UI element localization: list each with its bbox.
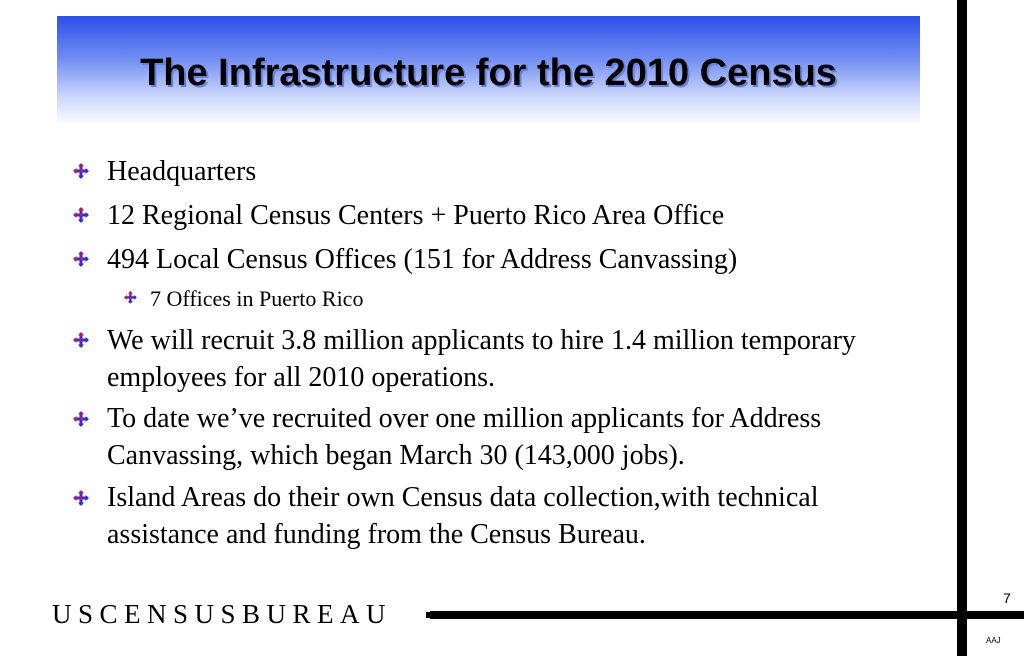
page-number: 7 (1003, 590, 1011, 606)
arrow-cross-bullet-icon (73, 163, 89, 179)
list-item: Headquarters (107, 156, 257, 187)
list-item: 494 Local Census Offices (151 for Address Canvassing) (107, 244, 738, 275)
arrow-cross-bullet-icon (73, 251, 89, 267)
list-item: 12 Regional Census Centers + Puerto Rico Area Office (107, 200, 725, 231)
list-item: 7 Offices in Puerto Rico (150, 286, 364, 311)
author-initials: AAJ (986, 636, 1001, 645)
footer-rule (430, 611, 1024, 619)
slide-title: The Infrastructure for the 2010 Census (140, 52, 837, 94)
arrow-cross-bullet-icon (73, 332, 89, 348)
list-item: To date we’ve recruited over one million applicants for Address Canvassing, which began March 30 (143,000 jobs). (107, 403, 822, 471)
census-bureau-wordmark: USCENSUSBUREAU (52, 599, 393, 629)
list-item: Island Areas do their own Census data collection,with technical assistance and funding from the Census Bureau. (107, 482, 819, 550)
vertical-rule (957, 0, 967, 656)
list-item: We will recruit 3.8 million applicants to hire 1.4 million temporary employees for all 2010 operations. (107, 325, 856, 393)
arrow-cross-bullet-icon (73, 411, 89, 427)
arrow-cross-bullet-icon (124, 291, 137, 304)
arrow-cross-bullet-icon (73, 207, 89, 223)
arrow-cross-bullet-icon (73, 490, 89, 506)
